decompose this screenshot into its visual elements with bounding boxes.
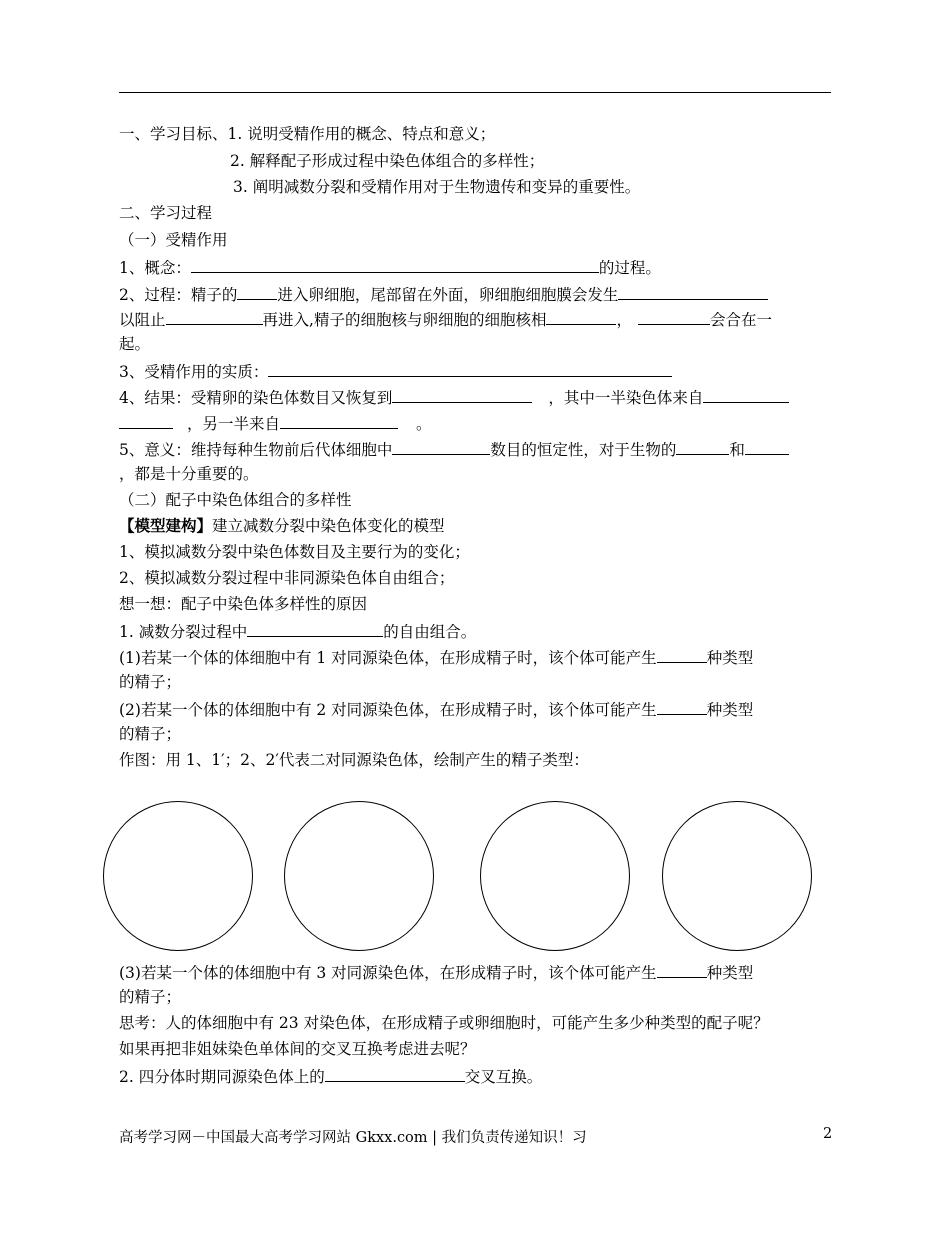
meaning-text-c: 和 (729, 441, 745, 459)
question-2-line-2: 的精子； (119, 725, 182, 743)
reason-1-line (119, 620, 476, 642)
concept-label: 1、概念： (119, 259, 191, 277)
think-question-line-1: 思考：人的体细胞中有 23 对染色体，在形成精子或卵细胞时，可能产生多少种类型的配子呢？ (119, 1014, 769, 1032)
result-blank-3[interactable] (280, 412, 398, 429)
result-line-1 (119, 386, 789, 408)
process-text-a: 2、过程：精子的 (119, 286, 238, 304)
process-blank-2[interactable] (618, 283, 768, 300)
concept-line (119, 256, 661, 278)
model-item-2: 2、模拟减数分裂过程中非同源染色体自由组合； (119, 569, 455, 587)
question-3-text-a: (3)若某一个体的体细胞中有 3 对同源染色体，在形成精子时，该个体可能产生 (119, 964, 657, 982)
process-blank-5[interactable] (638, 308, 710, 325)
meaning-text-a: 5、意义：维持每种生物前后代体细胞中 (119, 441, 393, 459)
think-question-line-2: 如果再把非姐妹染色单体间的交叉互换考虑进去呢？ (119, 1040, 476, 1058)
reason-2-line (119, 1065, 542, 1087)
question-1-text-b: 种类型 (706, 649, 754, 667)
reason-1-blank[interactable] (247, 620, 383, 637)
goal-2: 2. 解释配子形成过程中染色体组合的多样性； (230, 152, 545, 170)
meaning-text-b: 数目的恒定性，对于生物的 (490, 441, 677, 459)
result-text-c: ，另一半来自 (187, 415, 281, 433)
reason-2-text-a: 2. 四分体时期同源染色体上的 (119, 1068, 325, 1086)
result-blank-2[interactable] (703, 386, 789, 403)
header-rule (119, 92, 831, 93)
meaning-blank-3[interactable] (745, 438, 789, 455)
question-3-line-1 (119, 961, 753, 983)
process-text-b: 进入卵细胞，尾部留在外面，卵细胞细胞膜会发生 (277, 286, 619, 304)
process-heading: 二、学习过程 (119, 204, 213, 222)
process-text-d: 再进入,精子的细胞核与卵细胞的细胞核相 (262, 311, 547, 329)
section-diversity-title: （二）配子中染色体组合的多样性 (119, 491, 352, 509)
essence-label: 3、受精作用的实质： (119, 363, 269, 381)
process-blank-1[interactable] (237, 283, 277, 300)
question-2-text-a: (2)若某一个体的体细胞中有 2 对同源染色体，在形成精子时，该个体可能产生 (119, 701, 657, 719)
result-text-d: 。 (416, 415, 432, 433)
process-line-1 (119, 283, 768, 305)
goal-3: 3. 阐明减数分裂和受精作用对于生物遗传和变异的重要性。 (233, 178, 641, 196)
question-1-blank[interactable] (657, 646, 707, 663)
reason-1-text-a: 1. 减数分裂过程中 (119, 623, 248, 641)
question-3-line-2: 的精子； (119, 988, 182, 1006)
footer-text: 高考学习网－中国最大高考学习网站 Gkxx.com | 我们负责传递知识！习 (119, 1130, 587, 1146)
model-line (119, 516, 445, 536)
reason-2-blank[interactable] (325, 1065, 465, 1082)
process-blank-3[interactable] (166, 308, 263, 325)
drawing-circle-2[interactable] (284, 801, 434, 951)
model-text: 建立减数分裂中染色体变化的模型 (212, 517, 445, 535)
essence-blank[interactable] (268, 360, 672, 377)
question-2-blank[interactable] (657, 698, 707, 715)
meaning-blank-1[interactable] (392, 438, 490, 455)
process-text-f: 会合在一 (709, 311, 772, 329)
meaning-blank-2[interactable] (676, 438, 729, 455)
question-1-line-2: 的精子； (119, 673, 182, 691)
think-heading: 想一想：配子中染色体多样性的原因 (119, 595, 368, 613)
process-line-2 (119, 308, 772, 330)
drawing-circle-3[interactable] (480, 801, 630, 951)
drawing-instruction: 作图：用 1、1′；2、2′代表二对同源染色体，绘制产生的精子类型： (119, 751, 589, 769)
model-item-1: 1、模拟减数分裂中染色体数目及主要行为的变化； (119, 543, 470, 561)
process-text-e: ， (616, 311, 632, 329)
question-2-line-1 (119, 698, 753, 720)
section-fertilization-title: （一）受精作用 (119, 231, 228, 249)
question-1-line-1 (119, 646, 753, 668)
essence-line (119, 360, 672, 382)
concept-suffix: 的过程。 (598, 259, 661, 277)
result-line-2 (119, 412, 432, 434)
result-text-a: 4、结果：受精卵的染色体数目又恢复到 (119, 389, 393, 407)
goal-1: 一、学习目标、1. 说明受精作用的概念、特点和意义； (119, 125, 496, 143)
result-blank-1[interactable] (392, 386, 532, 403)
process-blank-4[interactable] (546, 308, 616, 325)
reason-2-text-b: 交叉互换。 (464, 1068, 543, 1086)
question-2-text-b: 种类型 (706, 701, 754, 719)
question-1-text-a: (1)若某一个体的体细胞中有 1 对同源染色体，在形成精子时，该个体可能产生 (119, 649, 657, 667)
result-text-b: ，其中一半染色体来自 (548, 389, 704, 407)
process-text-c: 以阻止 (119, 311, 166, 329)
question-3-text-b: 种类型 (706, 964, 754, 982)
meaning-line-1 (119, 438, 789, 460)
question-3-blank[interactable] (657, 961, 707, 978)
drawing-circle-1[interactable] (103, 801, 253, 951)
reason-1-text-b: 的自由组合。 (383, 623, 477, 641)
result-blank-2-cont[interactable] (119, 412, 173, 429)
meaning-line-2: ，都是十分重要的。 (119, 465, 259, 483)
model-bold-label: 【模型建构】 (119, 516, 213, 535)
page-number: 2 (823, 1126, 833, 1142)
concept-blank[interactable] (191, 256, 599, 273)
process-line-3: 起。 (119, 335, 151, 353)
drawing-circle-4[interactable] (662, 801, 812, 951)
